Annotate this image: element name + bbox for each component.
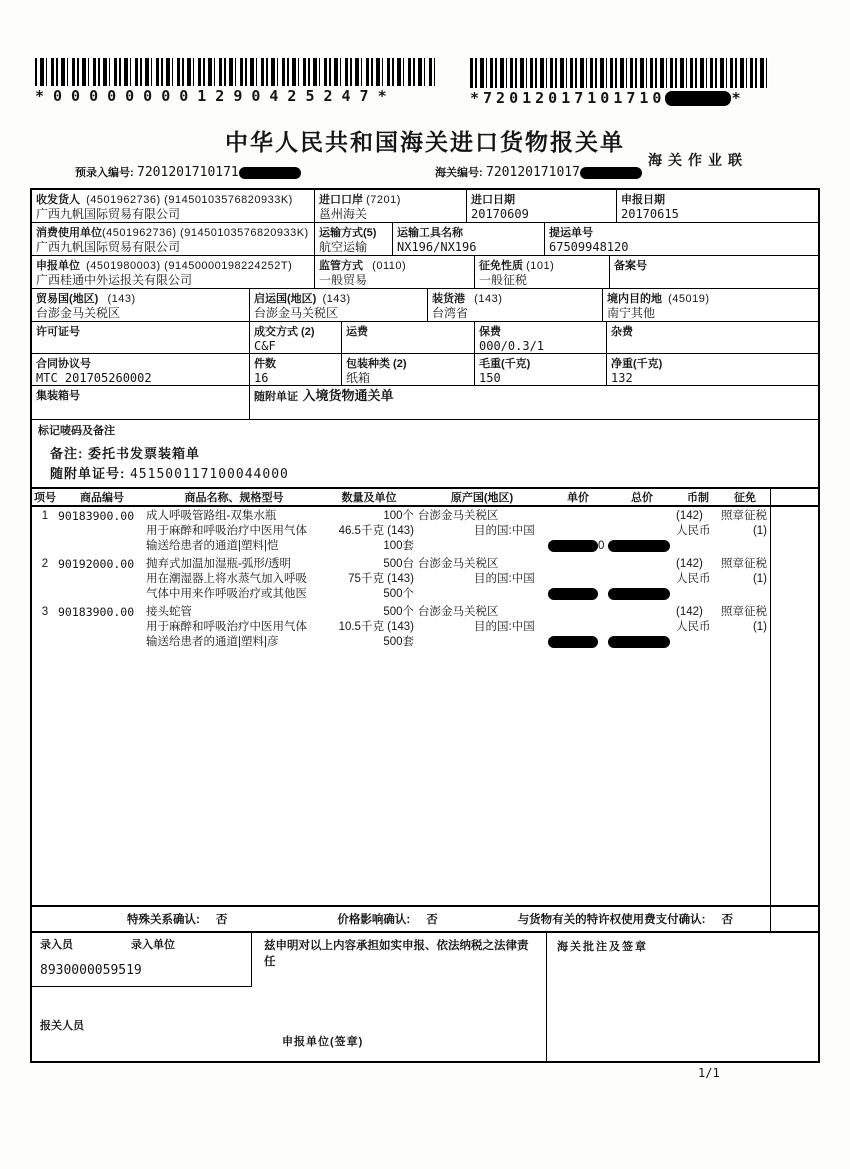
attached-doc-no-label: 随附单证号: xyxy=(50,466,126,481)
pieces-field xyxy=(250,354,342,385)
item-origin: 台澎金马关税区 目的国:中国 xyxy=(418,510,535,537)
goods-item-row-3 xyxy=(32,605,818,650)
goods-item-row-1 xyxy=(32,509,818,554)
customs-number-label: 海关编号: xyxy=(435,167,483,179)
trade-country-value: 台澎金马关税区 xyxy=(36,306,121,320)
departure-country-value: 台澎金马关税区 xyxy=(254,306,339,320)
levy-nature-field xyxy=(475,256,610,288)
misc-fees-field xyxy=(607,322,818,353)
gross-weight-value: 150 xyxy=(479,371,501,385)
trade-country-label: 贸易国(地区) xyxy=(36,293,99,305)
redaction-mark xyxy=(548,636,598,648)
entry-clerk-box xyxy=(32,933,252,987)
consignee-codes: (4501962736) (91450103576820933K) xyxy=(86,194,293,206)
redaction-mark xyxy=(608,540,670,552)
levy-nature-code: (101) xyxy=(526,260,555,272)
package-type-label: 包装种类 (2) xyxy=(346,358,407,370)
goods-header-commodity-code: 商品编号 xyxy=(80,492,124,504)
goods-header-origin: 原产国(地区) xyxy=(450,492,514,504)
record-no-field xyxy=(610,256,818,288)
goods-header-qty-unit: 数量及单位 xyxy=(341,492,397,504)
goods-table xyxy=(32,489,818,933)
barcode-left-text: *000000001290425247* xyxy=(35,87,396,105)
import-port-field xyxy=(315,190,467,222)
barcode-right-bars-icon xyxy=(470,58,770,88)
contract-no-label: 合同协议号 xyxy=(36,358,91,370)
attached-doc-no-value: 451500117100044000 xyxy=(129,467,289,482)
transport-mode-field xyxy=(315,223,393,255)
royalties-value: 否 xyxy=(721,914,734,926)
redaction-mark xyxy=(239,167,301,179)
transaction-mode-field xyxy=(250,322,342,353)
import-port-value: 邕州海关 xyxy=(319,207,368,221)
declare-date-field xyxy=(617,190,818,222)
license-no-label: 许可证号 xyxy=(36,326,80,338)
marks-remarks-box xyxy=(32,420,818,489)
import-date-label: 进口日期 xyxy=(471,194,515,206)
form-row-7 xyxy=(32,386,818,420)
pre-entry-label: 预录入编号: xyxy=(75,167,134,179)
supervision-value: 一般贸易 xyxy=(319,273,368,287)
goods-header-name-spec: 商品名称、规格型号 xyxy=(184,492,284,504)
freight-field xyxy=(342,322,475,353)
freight-label: 运费 xyxy=(346,326,368,338)
attached-docs-label: 随附单证 xyxy=(254,391,298,403)
declaration-statement: 兹申明对以上内容承担如实申报、依法纳税之法律责任 xyxy=(264,940,529,968)
copy-label: 海关作业联 xyxy=(648,152,748,168)
barcode-right xyxy=(470,58,775,107)
footer-left xyxy=(32,933,547,1061)
transaction-mode-value: C&F xyxy=(254,339,276,353)
supervision-code: (0110) xyxy=(372,260,407,272)
departure-country-field xyxy=(250,289,428,321)
goods-body xyxy=(32,507,818,905)
form-row-2 xyxy=(32,223,818,256)
import-port-code: (7201) xyxy=(366,194,401,206)
destination-field xyxy=(603,289,818,321)
item-levy-mode: 照章征税 (1) xyxy=(721,510,767,537)
levy-nature-label: 征免性质 xyxy=(479,260,523,272)
consignee-value: 广西九帆国际贸易有限公司 xyxy=(36,207,181,221)
declaration-form xyxy=(30,188,820,1063)
item-total-price xyxy=(608,557,676,602)
marks-label: 标记唛码及备注 xyxy=(38,425,115,437)
item-name: 接头蛇管 用于麻醉和呼吸治疗中医用气体 输送给患者的通道|塑料|彦 xyxy=(146,606,307,648)
container-no-label: 集装箱号 xyxy=(36,390,80,402)
redaction-mark xyxy=(548,540,598,552)
consignee-field xyxy=(32,190,315,222)
supervision-label: 监管方式 xyxy=(319,260,363,272)
item-code: 90183900.00 xyxy=(58,605,135,619)
bill-no-value: 67509948120 xyxy=(549,240,629,254)
item-quantity: 100个 46.5千克 (143) 100套 xyxy=(338,510,414,552)
goods-header-row xyxy=(32,489,818,507)
loading-port-code: (143) xyxy=(474,293,503,305)
insurance-field xyxy=(475,322,607,353)
departure-country-label: 启运国(地区) xyxy=(254,293,317,305)
gross-weight-label: 毛重(千克) xyxy=(479,358,531,370)
item-levy-mode: 照章征税 (1) xyxy=(721,558,767,585)
goods-header-currency: 币制 xyxy=(687,492,709,504)
consumer-unit-label: 消费使用单位 xyxy=(36,227,102,239)
item-no: 1 xyxy=(41,510,49,522)
trade-country-code: (143) xyxy=(107,293,136,305)
form-row-1 xyxy=(32,190,818,223)
item-total-price xyxy=(608,605,676,650)
pre-entry-number xyxy=(75,164,301,180)
item-quantity: 500个 10.5千克 (143) 500套 xyxy=(338,606,414,648)
special-relationship-label: 特殊关系确认: xyxy=(127,914,200,926)
item-origin: 台澎金马关税区 目的国:中国 xyxy=(418,606,535,633)
import-port-label: 进口口岸 xyxy=(319,194,363,206)
transport-mode-label: 运输方式(5) xyxy=(319,227,377,239)
barcode-left xyxy=(35,58,435,105)
attached-docs-value: 入境货物通关单 xyxy=(302,388,394,403)
customs-number xyxy=(435,164,642,180)
package-type-field xyxy=(342,354,475,385)
declaring-unit-value: 广西桂通中外运报关有限公司 xyxy=(36,273,193,287)
form-row-3 xyxy=(32,256,818,289)
item-currency: (142) 人民币 xyxy=(676,606,711,633)
misc-fees-label: 杂费 xyxy=(611,326,633,338)
package-type-value: 纸箱 xyxy=(346,371,371,385)
redaction-mark xyxy=(608,588,670,600)
customs-number-value: 720120171017 xyxy=(486,165,580,180)
destination-label: 境内目的地 xyxy=(607,293,662,305)
destination-value: 南宁其他 xyxy=(607,306,656,320)
net-weight-label: 净重(千克) xyxy=(611,358,663,370)
redaction-mark xyxy=(580,167,642,179)
insurance-value: 000/0.3/1 xyxy=(479,339,545,353)
transport-mode-value: 航空运输 xyxy=(319,240,368,254)
item-code: 90192000.00 xyxy=(58,557,135,571)
transport-name-value: NX196/NX196 xyxy=(397,240,477,254)
redaction-mark xyxy=(608,636,670,648)
import-date-value: 20170609 xyxy=(471,207,529,221)
reference-numbers xyxy=(30,164,820,180)
consumer-unit-field xyxy=(32,223,315,255)
royalties-label: 与货物有关的特许权使用费支付确认: xyxy=(517,914,706,926)
item-origin: 台澎金马关税区 目的国:中国 xyxy=(418,558,535,585)
item-no: 3 xyxy=(41,606,49,618)
item-currency: (142) 人民币 xyxy=(676,558,711,585)
goods-header-total-price: 总价 xyxy=(631,492,653,504)
consumer-unit-codes: (4501962736) (91450103576820933K) xyxy=(102,227,309,239)
item-code: 90183900.00 xyxy=(58,509,135,523)
license-no-field xyxy=(32,322,250,353)
special-relationship-value: 否 xyxy=(215,914,228,926)
barcode-right-text xyxy=(470,89,775,107)
contract-no-field xyxy=(32,354,250,385)
contract-no-value: MTC 201705260002 xyxy=(36,371,152,385)
destination-code: (45019) xyxy=(668,293,710,305)
goods-header-unit-price: 单价 xyxy=(567,492,589,504)
customs-note-box xyxy=(547,933,818,1061)
barcode-right-suffix: * xyxy=(731,89,745,107)
declaring-unit-codes: (4501980003) (91450000198224252T) xyxy=(86,260,293,272)
declare-date-value: 20170615 xyxy=(621,207,679,221)
item-levy-mode: 照章征税 (1) xyxy=(721,606,767,633)
goods-header-levy: 征免 xyxy=(734,492,756,504)
price-effect-value: 否 xyxy=(426,914,438,926)
import-date-field xyxy=(467,190,617,222)
transaction-mode-label: 成交方式 (2) xyxy=(254,326,315,338)
departure-country-code: (143) xyxy=(322,293,351,305)
transport-name-label: 运输工具名称 xyxy=(397,227,463,239)
bill-no-label: 提运单号 xyxy=(549,227,593,239)
goods-header-item-no: 项号 xyxy=(34,492,56,504)
supervision-field xyxy=(315,256,475,288)
item-unit-price xyxy=(548,557,608,602)
item-name: 成人呼吸管路组-双集水瓶 用于麻醉和呼吸治疗中医用气体 输送给患者的通道|塑料|恺 xyxy=(146,510,307,552)
consumer-unit-value: 广西九帆国际贸易有限公司 xyxy=(36,240,181,254)
loading-port-field xyxy=(428,289,603,321)
item-name: 抛弃式加温加湿瓶-弧形/透明 用在潮湿器上将水蒸气加入呼吸 气体中用来作呼吸治疗或其他医 xyxy=(146,558,307,600)
pieces-label: 件数 xyxy=(254,358,276,370)
form-row-4 xyxy=(32,289,818,322)
item-quantity: 500台 75千克 (143) 500个 xyxy=(348,558,414,600)
form-row-5 xyxy=(32,322,818,354)
declarant-label: 报关人员 xyxy=(40,1020,84,1032)
declaring-unit-label: 申报单位 xyxy=(36,260,80,272)
consignee-label: 收发货人 xyxy=(36,194,80,206)
item-currency: (142) 人民币 xyxy=(676,510,711,537)
container-no-field xyxy=(32,386,250,419)
remark-value: 委托书发票装箱单 xyxy=(87,446,200,461)
transport-name-field xyxy=(393,223,545,255)
gross-weight-field xyxy=(475,354,607,385)
declaring-unit-field xyxy=(32,256,315,288)
item-total-price xyxy=(608,509,676,554)
entry-unit-label: 录入单位 xyxy=(131,939,175,951)
item-unit-price: 0 xyxy=(548,509,608,554)
unit-seal-label: 申报单位(签章) xyxy=(282,1036,364,1048)
page-number: 1/1 xyxy=(698,1066,720,1080)
net-weight-value: 132 xyxy=(611,371,633,385)
barcode-right-prefix: *72012017101710 xyxy=(470,89,666,107)
entry-number: 8930000059519 xyxy=(40,963,142,978)
form-title: 中华人民共和国海关进口货物报关单 xyxy=(225,129,625,155)
loading-port-label: 装货港 xyxy=(432,293,465,305)
attached-doc-no-line xyxy=(50,463,812,482)
barcode-left-bars-icon xyxy=(35,58,435,86)
trade-country-field xyxy=(32,289,250,321)
attached-docs-field xyxy=(250,386,818,419)
pre-entry-value: 7201201710171 xyxy=(137,165,239,180)
remark-label: 备注: xyxy=(50,446,84,461)
record-no-label: 备案号 xyxy=(614,260,647,272)
net-weight-field xyxy=(607,354,818,385)
confirmation-row xyxy=(32,905,818,933)
redaction-mark xyxy=(548,588,598,600)
entry-clerk-label: 录入员 xyxy=(40,939,73,951)
price-effect-label: 价格影响确认: xyxy=(337,914,411,926)
insurance-label: 保费 xyxy=(479,326,501,338)
item-unit-price xyxy=(548,605,608,650)
form-row-6 xyxy=(32,354,818,386)
declare-date-label: 申报日期 xyxy=(621,194,665,206)
goods-right-divider xyxy=(770,489,771,933)
levy-nature-value: 一般征税 xyxy=(479,273,528,287)
redaction-mark xyxy=(665,91,731,106)
goods-item-row-2 xyxy=(32,557,818,602)
pieces-value: 16 xyxy=(254,371,269,385)
item-no: 2 xyxy=(41,558,49,570)
footer-section xyxy=(32,933,818,1061)
remark-line xyxy=(50,443,812,462)
loading-port-value: 台湾省 xyxy=(432,306,469,320)
customs-note-label: 海关批注及签章 xyxy=(557,941,648,953)
bill-no-field xyxy=(545,223,818,255)
